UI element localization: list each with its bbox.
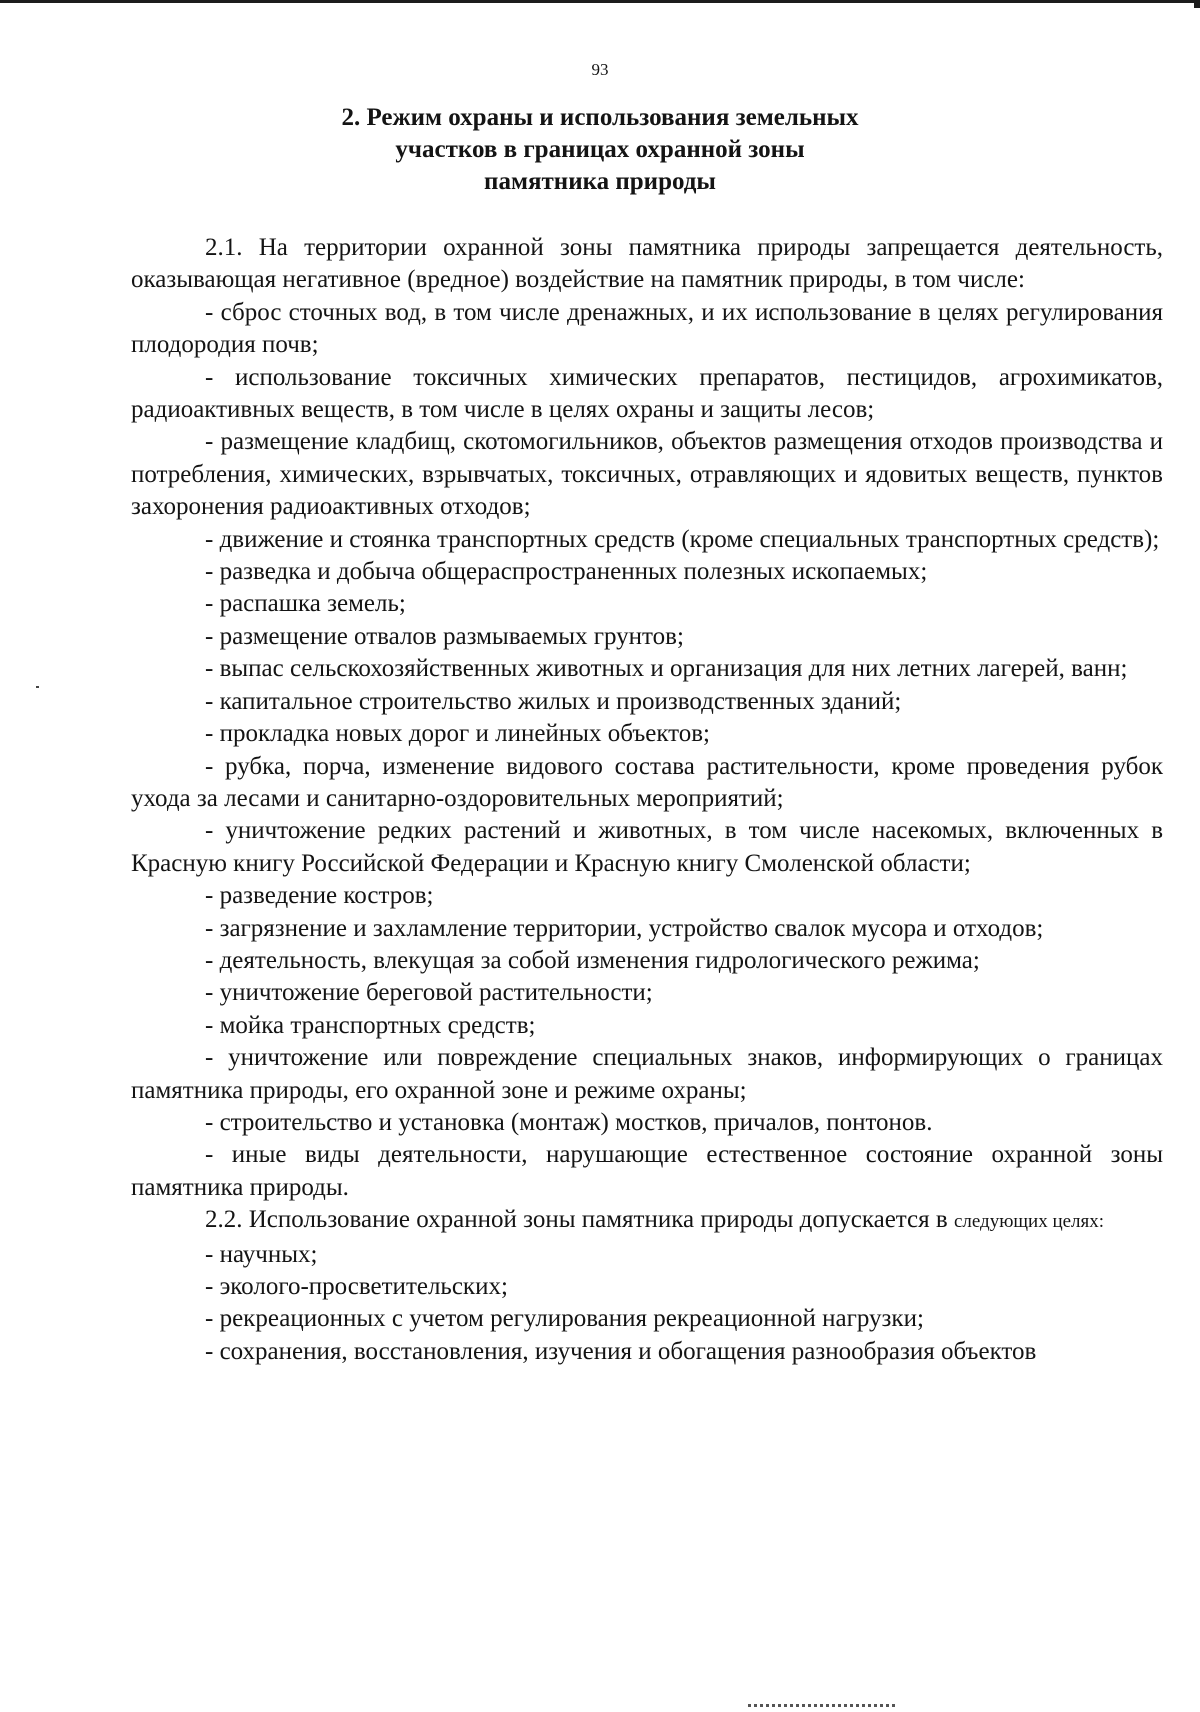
- list-item: - рекреационных с учетом регулирования рекреационной нагрузки;: [205, 1305, 924, 1333]
- list-item: - рубка, порча, изменение видового состава растительности, кроме проведения рубок ухода за лесами и санитарно-оздоровительных мероприятий;: [131, 752, 1163, 812]
- list-item: - разведение костров;: [205, 882, 434, 910]
- paragraph-2-2: [131, 1204, 1163, 1238]
- list-item: - деятельность, влекущая за собой изменения гидрологического режима;: [205, 946, 980, 974]
- list-item: - строительство и установка (монтаж) мостков, причалов, понтонов.: [205, 1108, 933, 1136]
- section-title-line-2: участков в границах охранной зоны: [395, 136, 805, 163]
- scan-bottom-noise: [748, 1704, 896, 1707]
- list-item: - научных;: [205, 1240, 318, 1268]
- list-item: - иные виды деятельности, нарушающие естественное состояние охранной зоны памятника природы.: [131, 1141, 1163, 1201]
- section-title-line-1: 2. Режим охраны и использования земельных: [341, 104, 859, 131]
- list-item: - загрязнение и захламление территории, устройство свалок мусора и отходов;: [205, 914, 1044, 942]
- scan-corner-mark: [1194, 0, 1200, 8]
- list-item: - эколого-просветительских;: [205, 1273, 508, 1300]
- page-number: 93: [591, 60, 609, 79]
- list-item: - движение и стоянка транспортных средств (кроме специальных транспортных средств);: [205, 525, 1160, 553]
- list-item: - сброс сточных вод, в том числе дренажных, и их использование в целях регулирования плодородия почв;: [131, 298, 1163, 359]
- list-item: - уничтожение редких растений и животных, в том числе насекомых, включенных в Красную книгу Российской Федерации и Красную книгу Смоленской области;: [131, 817, 1163, 877]
- scan-speck: [36, 686, 39, 688]
- list-item: - распашка земель;: [205, 590, 406, 618]
- paragraph-2-2-text: 2.2. Использование охранной зоны памятника природы допускается в: [205, 1206, 948, 1234]
- paragraph-2-1: 2.1. На территории охранной зоны памятника природы запрещается деятельность, оказывающая негативное (вредное) воздействие на памятник природы, в том числе:: [131, 234, 1163, 294]
- list-item: - размещение отвалов размываемых грунтов;: [205, 622, 684, 650]
- list-item: - выпас сельскохозяйственных животных и организация для них летних лагерей, ванн;: [205, 655, 1128, 683]
- list-item: - мойка транспортных средств;: [205, 1011, 536, 1039]
- list-item: - сохранения, восстановления, изучения и обогащения разнообразия объектов: [205, 1337, 1037, 1365]
- document-body: [131, 232, 1163, 1368]
- scan-top-border: [0, 0, 1200, 3]
- paragraph-2-2-tail: следующих целях:: [953, 1211, 1105, 1233]
- section-title: [0, 102, 1200, 198]
- list-item: - использование токсичных химических препаратов, пестицидов, агрохимикатов, радиоактивных веществ, в том числе в целях охраны и защиты лесов;: [131, 363, 1163, 424]
- list-item: - прокладка новых дорог и линейных объектов;: [205, 720, 711, 748]
- list-item: - уничтожение береговой растительности;: [205, 979, 653, 1007]
- list-item: - уничтожение или повреждение специальных знаков, информирующих о границах памятника природы, его охранной зоне и режиме охраны;: [131, 1044, 1163, 1104]
- list-item: - капитальное строительство жилых и производственных зданий;: [205, 687, 902, 715]
- section-title-line-3: памятника природы: [484, 168, 716, 195]
- list-item: - размещение кладбищ, скотомогильников, объектов размещения отходов производства и потребления, химических, взрывчатых, токсичных, отравляющих и ядовитых веществ, пунктов захоронения радиоактивных отходов;: [131, 428, 1163, 521]
- list-item: - разведка и добыча общераспространенных полезных ископаемых;: [205, 558, 928, 586]
